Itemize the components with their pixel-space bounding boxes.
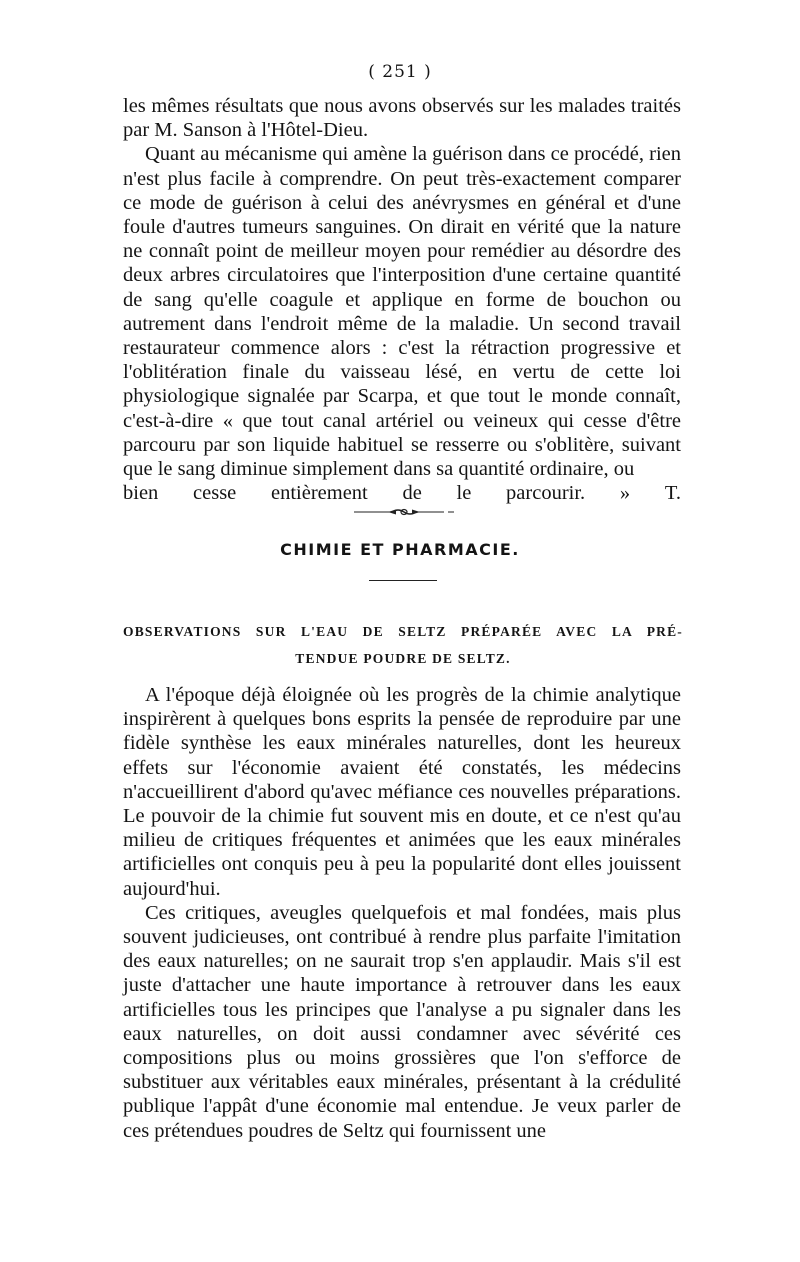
article-body [123,683,681,1143]
section-heading: CHIMIE ET PHARMACIE. [280,540,520,559]
ornament-divider [352,506,456,518]
article-title [123,618,683,672]
continuation-text [123,94,681,505]
author-signature: T. [664,482,682,505]
paragraph: les mêmes résultats que nous avons observés sur les malades traités par M. Sanson à l'Hôtel-Dieu. [123,95,681,142]
closing-line [123,481,681,505]
page-number: ( 251 ) [368,62,432,82]
article-title-line-1: OBSERVATIONS SUR L'EAU DE SELTZ PRÉPARÉE AVEC LA PRÉ- [123,624,683,639]
paragraph: A l'époque déjà éloignée où les progrès de la chimie analytique inspirèrent à quelques bons esprits la pensée de reproduire par une fidèle synthèse les eaux minérales naturelles, dont les heureux effets sur l'économie avaient été constatés, les médecins n'accueillirent d'abord qu'avec méfiance ces nouvelles préparations. Le pouvoir de la chimie fut souvent mis en doute, et ce n'est qu'au milieu de critiques fréquentes et animées que les eaux minérales artificielles ont conquis peu à peu la popularité dont elles jouissent aujourd'hui. [123,684,681,900]
paragraph: Ces critiques, aveugles quelquefois et mal fondées, mais plus souvent judicieuses, ont contribué à rendre plus parfaite l'imitation des eaux naturelles; on ne saurait trop s'en applaudir. Mais s'il est juste d'attacher une haute importance à retrouver dans les eaux artificielles tous les principes que l'analyse a pu signaler dans les eaux naturelles, on doit aussi condamner avec sévérité ces compositions plus ou moins grossières que l'on s'efforce de substituer aux véritables eaux minérales, présentant à la crédulité publique l'appât d'une économie mal entendue. Je veux parler de ces prétendues poudres de Seltz qui fournissent une [123,901,681,1142]
closing-text: bien cesse entièrement de le parcourir. » [123,482,631,505]
paragraph: Quant au mécanisme qui amène la guérison dans ce procédé, rien n'est plus facile à comprendre. On peut très-exactement comparer ce mode de guérison à celui des anévrysmes en général et d'une foule d'autres tumeurs sanguines. On dirait en vérité que la nature ne connaît point de meilleur moyen pour remédier au désordre des deux arbres circulatoires que l'interposition d'une certaine quantité de sang qu'elle coagule et applique en forme de bouchon ou autrement dans l'endroit même de la maladie. Un second travail restaurateur commence alors : c'est la rétraction progressive et l'oblitération finale du vaisseau lésé, en vertu de cette loi physiologique signalée par Scarpa, et que tout le monde connaît, c'est-à-dire « que tout canal artériel ou veineux qui cesse d'être parcouru par son liquide habituel se resserre ou s'oblitère, suivant que le sang diminue simplement dans sa quantité ordinaire, ou [123,143,681,481]
article-title-line-2: TENDUE POUDRE DE SELTZ. [295,651,511,666]
heading-rule [369,580,437,581]
